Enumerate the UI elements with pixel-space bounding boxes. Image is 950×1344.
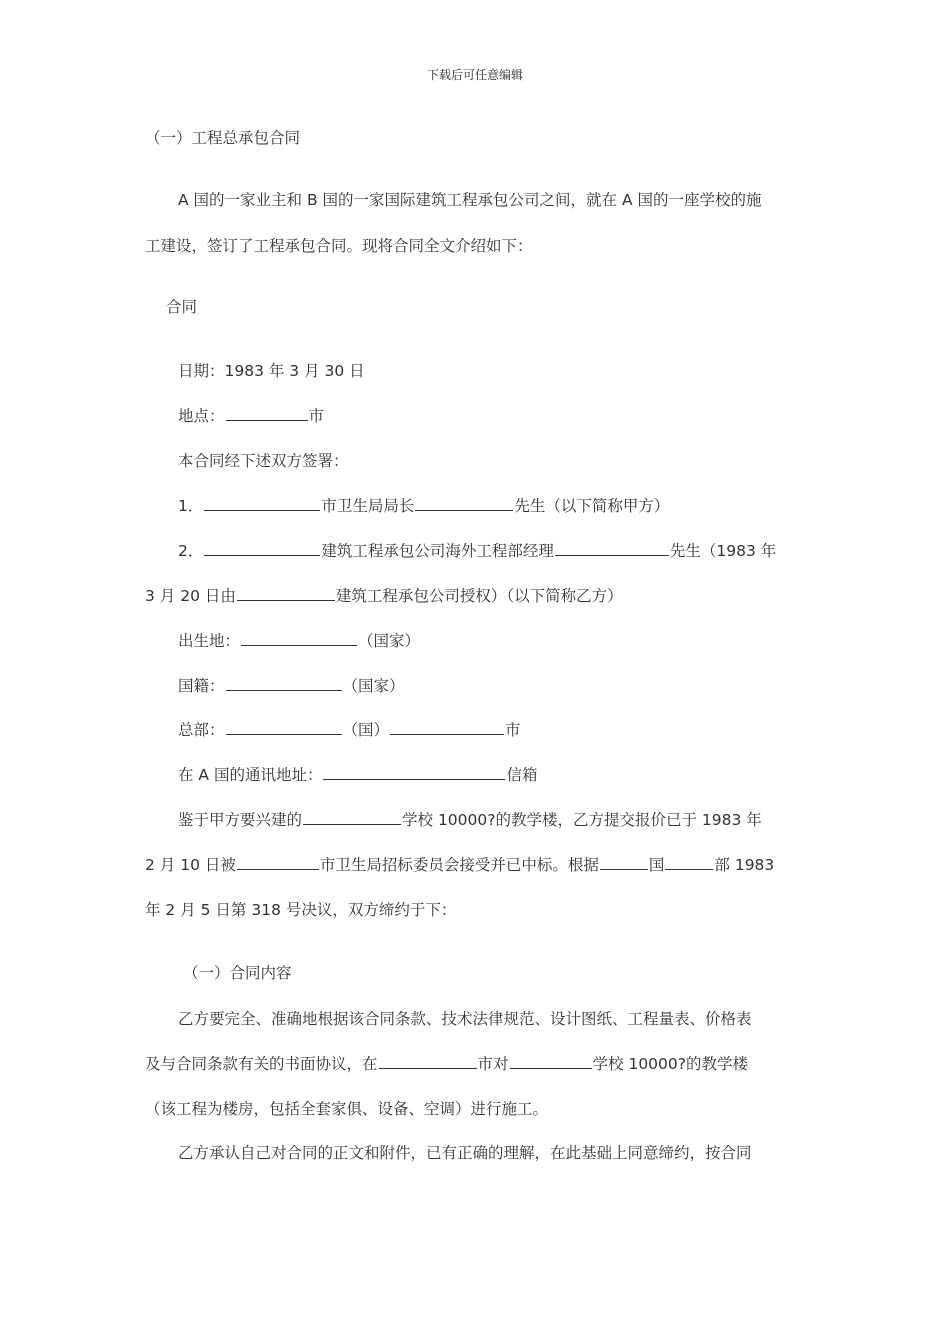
content-2-end: 学校 10000?的教学楼 (592, 1055, 748, 1073)
content-2-pre: 及与合同条款有关的书面协议，在 (145, 1055, 378, 1073)
content-line-1: 乙方要完全、准确地根据该合同条款、技术法律规范、设计图纸、工程量表、价格表 (178, 1010, 752, 1028)
page-header: 下载后可任意编辑 (426, 68, 523, 82)
birthplace-blank (241, 631, 357, 646)
party2-number: 2． (178, 542, 204, 560)
content-2-mid: 市对 (477, 1055, 509, 1073)
whereas-line-2 (145, 855, 774, 875)
nationality-suffix: （国家） (342, 677, 405, 695)
whereas-2-end: 部 1983 (714, 856, 775, 874)
whereas-blank-3 (600, 855, 648, 870)
content-blank-1 (379, 1054, 477, 1069)
birthplace-label: 出生地： (178, 632, 241, 650)
party1-blank-1 (204, 496, 320, 511)
place-suffix: 市 (308, 407, 325, 425)
hq-label: 总部： (178, 721, 225, 739)
intro-line-2: 工建设，签订了工程承包合同。现将合同全文介绍如下： (145, 237, 533, 255)
content-line-3: （该工程为楼房，包括全套家俱、设备、空调）进行施工。 (145, 1100, 549, 1118)
whereas-2-mid: 市卫生局招标委员会接受并已中标。根据 (319, 856, 599, 874)
party2-blank-1 (204, 541, 320, 556)
nationality-label: 国籍： (178, 677, 225, 695)
party2-end: 先生（1983 年 (669, 542, 777, 560)
address-label: 在 A 国的通讯地址： (178, 766, 323, 784)
birthplace-line (178, 631, 420, 651)
hq-suffix: 市 (505, 721, 521, 739)
whereas-blank-2 (237, 855, 319, 870)
content-line-2 (145, 1054, 748, 1074)
party2-title: 建筑工程承包公司海外工程部经理 (321, 542, 554, 560)
party2-line (178, 541, 776, 561)
party1-number: 1． (178, 497, 204, 515)
headquarters-line (178, 720, 521, 740)
party2-blank-2 (555, 541, 669, 556)
nationality-blank (226, 676, 342, 691)
nationality-line (178, 676, 405, 696)
address-suffix: 信箱 (506, 766, 538, 784)
intro-line-1: A 国的一家业主和 B 国的一家国际建筑工程承包公司之间，就在 A 国的一座学校的施 (178, 191, 762, 209)
whereas-1-end: 学校 10000?的教学楼，乙方提交报价已于 1983 年 (402, 811, 762, 829)
whereas-2-pre: 2 月 10 日被 (145, 856, 236, 874)
whereas-line-1 (178, 810, 762, 830)
content-line-4: 乙方承认自己对合同的正文和附件，已有正确的理解，在此基础上同意缔约，按合同 (178, 1144, 752, 1162)
hq-country: （国） (342, 721, 390, 739)
birthplace-suffix: （国家） (358, 632, 421, 650)
section-title: （一）工程总承包合同 (145, 129, 301, 147)
party2-cont-end: 建筑工程承包公司授权）（以下简称乙方） (335, 587, 623, 605)
party1-title: 市卫生局局长 (321, 497, 415, 515)
party2-continuation (145, 586, 623, 606)
party1-blank-2 (415, 496, 513, 511)
whereas-2-mid2: 国 (648, 856, 665, 874)
signed-by: 本合同经下述双方签署： (178, 452, 349, 470)
party2-cont-pre: 3 月 20 日由 (145, 587, 236, 605)
whereas-line-3: 年 2 月 5 日第 318 号决议，双方缔约于下： (145, 901, 457, 919)
whereas-blank-4 (665, 855, 713, 870)
content-blank-2 (510, 1054, 592, 1069)
contract-title: 合同 (166, 298, 198, 316)
whereas-1-pre: 鉴于甲方要兴建的 (178, 811, 303, 829)
party1-line (178, 496, 669, 516)
place-line (178, 406, 324, 426)
subsection-title: （一）合同内容 (183, 964, 292, 982)
hq-blank-1 (226, 720, 342, 735)
address-blank (323, 765, 505, 780)
contract-date: 日期：1983 年 3 月 30 日 (178, 362, 365, 380)
whereas-blank-1 (303, 810, 401, 825)
address-line (178, 765, 537, 785)
party1-end: 先生（以下简称甲方） (514, 497, 670, 515)
place-label: 地点： (178, 407, 225, 425)
place-blank (226, 406, 308, 421)
hq-blank-2 (390, 720, 504, 735)
party2-blank-3 (237, 586, 335, 601)
